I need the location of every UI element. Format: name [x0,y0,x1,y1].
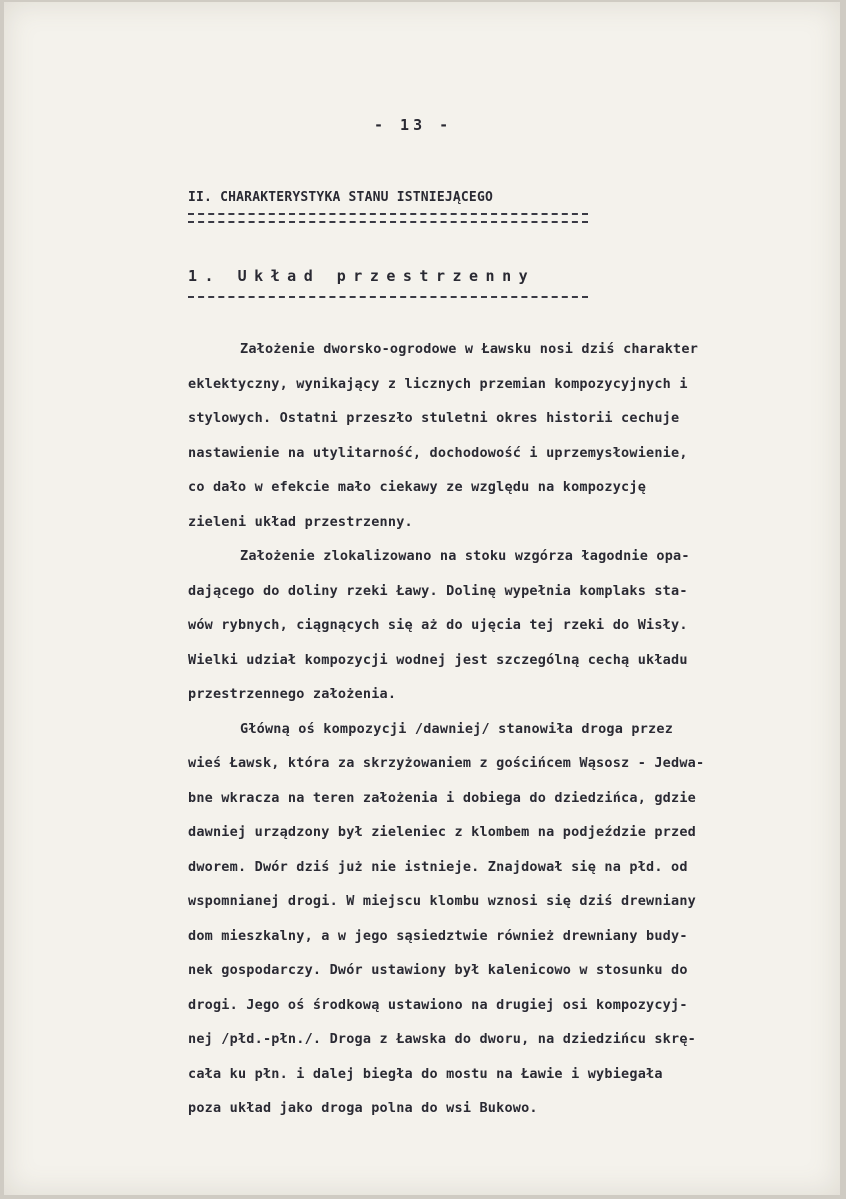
body-text-line: bne wkracza na teren założenia i dobiega do dziedzińca, gdzie [188,789,696,806]
body-text-line: nastawienie na utylitarność, dochodowość i uprzemysłowienie, [188,444,688,461]
section-title-underline [188,296,588,298]
chapter-title: II. CHARAKTERYSTYKA STANU ISTNIEJĄCEGO [188,190,494,205]
page-number: - 13 - [374,116,453,134]
document-page [4,2,840,1195]
section-title: 1. Układ przestrzenny [188,267,536,285]
body-text-line: zieleni układ przestrzenny. [188,513,413,530]
body-text-line: stylowych. Ostatni przeszło stuletni okres historii cechuje [188,410,680,426]
body-text-line: eklektyczny, wynikający z licznych przemian kompozycyjnych i [188,375,688,392]
chapter-title-underline [188,213,588,223]
body-text-line: przestrzennego założenia. [188,686,397,702]
body-text-line: cała ku płn. i dalej biegła do mostu na Ławie i wybiegała [188,1065,663,1082]
body-text-line: dawniej urządzony był zieleniec z klombem na podjeździe przed [188,824,696,840]
body-text-line: dworem. Dwór dziś już nie istnieje. Znajdował się na płd. od [188,858,688,875]
body-text-line: nej /płd.-płn./. Droga z Ławska do dworu, na dziedzińcu skrę- [188,1031,696,1047]
body-text-line: dom mieszkalny, a w jego sąsiedztwie również drewniany budy- [188,927,688,944]
body-text [188,332,828,1126]
body-text-line: drogi. Jego oś środkową ustawiono na drugiej osi kompozycyj- [188,996,688,1013]
body-text-line: Główną oś kompozycji /dawniej/ stanowiła droga przez [240,720,674,737]
body-text-line: wspomnianej drogi. W miejscu klombu wznosi się dziś drewniany [188,893,696,909]
body-text-line: dającego do doliny rzeki Ławy. Dolinę wypełnia komplaks sta- [188,582,688,599]
body-text-line: co dało w efekcie mało ciekawy ze względu na kompozycję [188,479,647,495]
body-text-line: wieś Ławsk, która za skrzyżowaniem z gościńcem Wąsosz - Jedwa- [188,755,705,771]
body-text-line: nek gospodarczy. Dwór ustawiony był kalenicowo w stosunku do [188,962,688,978]
body-text-line: Założenie zlokalizowano na stoku wzgórza łagodnie opa- [240,548,690,564]
body-text-line: Założenie dworsko-ogrodowe w Ławsku nosi dziś charakter [240,341,699,357]
body-text-line: wów rybnych, ciągnących się aż do ujęcia tej rzeki do Wisły. [188,617,688,633]
body-text-line: Wielki udział kompozycji wodnej jest szczególną cechą układu [188,651,688,668]
body-text-line: poza układ jako droga polna do wsi Bukowo. [188,1100,538,1116]
